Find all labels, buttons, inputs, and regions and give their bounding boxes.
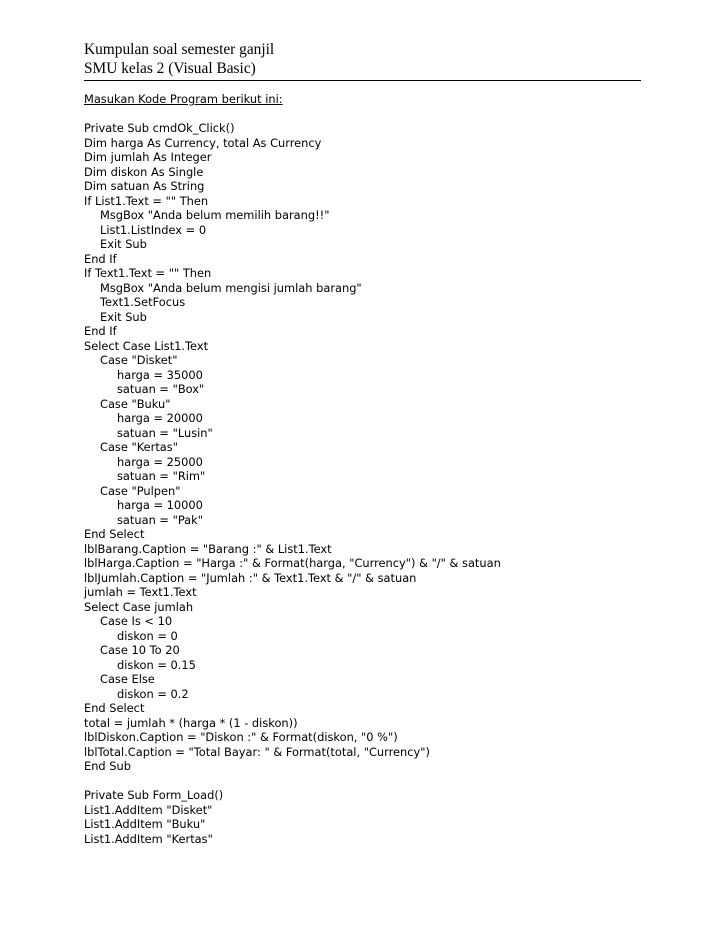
code-line: lblJumlah.Caption = "Jumlah :" & Text1.Text & "/" & satuan <box>84 570 417 585</box>
code-line: harga = 20000 <box>117 411 203 425</box>
code-line: satuan = "Pak" <box>117 512 203 527</box>
code-line: diskon = 0 <box>117 628 178 643</box>
code-line: Case Is < 10 <box>100 614 173 628</box>
code-line: End If <box>84 324 117 338</box>
code-line: Case "Disket" <box>100 353 178 367</box>
code-line: total = jumlah * (harga * (1 - diskon)) <box>84 715 298 730</box>
code-line: diskon = 0.15 <box>117 657 196 672</box>
code-line: Case "Buku" <box>100 396 171 411</box>
code-line: lblTotal.Caption = "Total Bayar: " & Format(total, "Currency") <box>84 744 430 759</box>
code-line: Exit Sub <box>100 237 147 251</box>
header-title: Kumpulan soal semester ganjil <box>84 41 275 58</box>
code-line: If Text1.Text = "" Then <box>84 266 212 280</box>
code-line: End Select <box>84 527 145 541</box>
code-line: End Sub <box>84 759 131 773</box>
code-line: diskon = 0.2 <box>117 686 189 701</box>
code-line: Dim harga As Currency, total As Currency <box>84 135 322 150</box>
code-line: harga = 25000 <box>117 454 203 469</box>
code-line: MsgBox "Anda belum memilih barang!!" <box>100 208 330 222</box>
code-line: harga = 10000 <box>117 498 203 512</box>
code-line: End If <box>84 251 117 266</box>
code-line: Dim diskon As Single <box>84 164 204 179</box>
header-divider <box>84 80 641 81</box>
code-line: Private Sub cmdOk_Click() <box>84 121 235 135</box>
header-subtitle: SMU kelas 2 (Visual Basic) <box>84 60 256 77</box>
code-line: Dim satuan As String <box>84 179 205 193</box>
code-line: jumlah = Text1.Text <box>84 585 197 599</box>
code-block <box>84 121 501 846</box>
intro-instruction: Masukan Kode Program berikut ini: <box>84 92 283 106</box>
code-line: Select Case List1.Text <box>84 338 209 353</box>
code-line: MsgBox "Anda belum mengisi jumlah barang" <box>100 280 362 295</box>
code-line: Select Case jumlah <box>84 599 194 614</box>
code-line: lblDiskon.Caption = "Diskon :" & Format(diskon, "0 %") <box>84 730 398 744</box>
code-line: Case Else <box>100 672 155 686</box>
code-line: List1.AddItem "Disket" <box>84 802 213 817</box>
code-line: Text1.SetFocus <box>100 295 186 309</box>
code-line: End Select <box>84 701 145 715</box>
code-line: If List1.Text = "" Then <box>84 193 209 208</box>
code-line: Case "Pulpen" <box>100 483 181 498</box>
code-line: lblBarang.Caption = "Barang :" & List1.Text <box>84 541 332 556</box>
code-line: Dim jumlah As Integer <box>84 150 212 164</box>
code-line: satuan = "Rim" <box>117 469 206 483</box>
code-line: satuan = "Lusin" <box>117 425 213 440</box>
code-line: List1.AddItem "Kertas" <box>84 831 213 846</box>
code-line: Case 10 To 20 <box>100 643 180 657</box>
page-header <box>84 40 274 78</box>
code-line: harga = 35000 <box>117 367 203 382</box>
blank-line <box>84 774 501 789</box>
code-line: satuan = "Box" <box>117 382 205 396</box>
code-line: Private Sub Form_Load() <box>84 788 224 802</box>
code-line: List1.AddItem "Buku" <box>84 817 206 831</box>
code-line: Case "Kertas" <box>100 440 178 454</box>
code-line: List1.ListIndex = 0 <box>100 222 207 237</box>
code-line: Exit Sub <box>100 309 147 324</box>
code-line: lblHarga.Caption = "Harga :" & Format(harga, "Currency") & "/" & satuan <box>84 556 501 570</box>
